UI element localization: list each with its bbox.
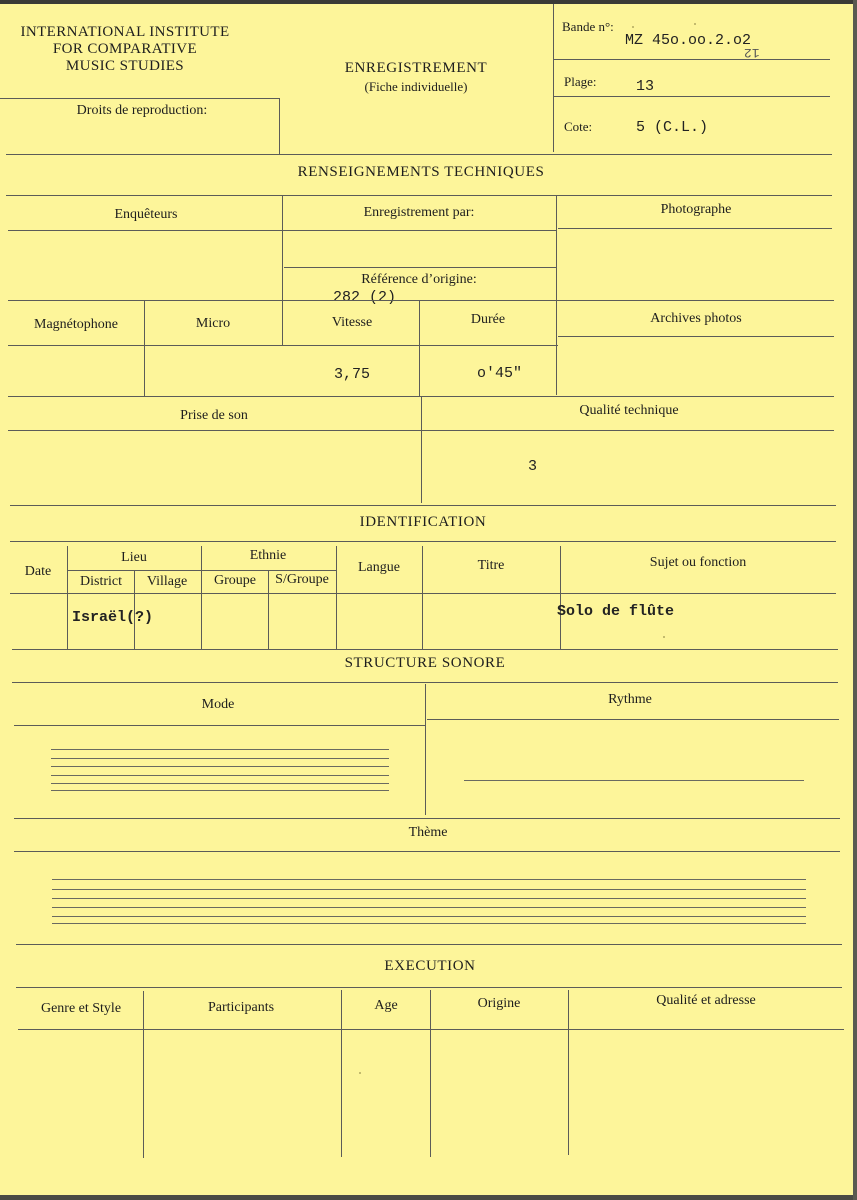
vitesse-label: Vitesse [331, 315, 373, 330]
ident-section-top [10, 505, 836, 506]
tech-label-line-right [558, 228, 832, 229]
identification-heading: IDENTIFICATION [359, 514, 487, 530]
tech-row3-col [421, 396, 422, 503]
theme-staff-line [52, 907, 806, 908]
mode-staff-line [51, 749, 389, 750]
duree-value: o'45" [477, 365, 523, 382]
ident-col-sgroupe [336, 546, 337, 649]
groupe-label: Groupe [214, 573, 256, 588]
theme-staff-line [52, 916, 806, 917]
theme-staff-line [52, 879, 806, 880]
plage-label: Plage: [564, 74, 597, 89]
tech-section-top [6, 154, 832, 155]
paper-speck [359, 1072, 361, 1074]
qualite-technique-label: Qualité technique [579, 403, 679, 418]
tech-row2-top [8, 300, 834, 301]
district-label: District [80, 574, 122, 589]
exec-col-age [430, 990, 431, 1157]
cote-label: Cote: [564, 119, 593, 134]
age-label: Age [374, 998, 398, 1013]
rythme-label: Rythme [608, 692, 652, 707]
mode-staff-line [51, 758, 389, 759]
tech-row2-label-line [8, 345, 558, 346]
tech-row3-label-line [8, 430, 834, 431]
mode-staff-line [51, 790, 389, 791]
enqueteurs-label: Enquêteurs [114, 207, 178, 222]
mode-label: Mode [201, 697, 235, 712]
photographe-label: Photographe [660, 202, 732, 217]
bande-value: MZ 45o.oo.2.o2 [625, 32, 752, 49]
prise-de-son-label: Prise de son [180, 408, 248, 423]
ident-col-groupe [268, 570, 269, 649]
theme-label: Thème [408, 825, 448, 840]
vitesse-value: 3,75 [334, 366, 371, 383]
theme-staff-line [52, 898, 806, 899]
institute-line-1: INTERNATIONAL INSTITUTE [20, 24, 230, 40]
duree-label: Durée [470, 312, 506, 327]
catalog-box-left [553, 4, 554, 152]
sujet-value: Solo de flûte [557, 603, 675, 620]
ident-header-line [10, 541, 836, 542]
paper-speck [694, 23, 696, 25]
mode-label-line [14, 725, 426, 726]
paper-speck [632, 26, 634, 28]
ethnie-label: Ethnie [249, 548, 287, 563]
technique-heading: RENSEIGNEMENTS TECHNIQUES [297, 164, 545, 180]
reference-value: 282 (2) [333, 289, 397, 306]
plage-value: 13 [636, 78, 655, 95]
qualite-technique-value: 3 [528, 458, 538, 475]
magnetophone-label: Magnétophone [34, 317, 118, 332]
sujet-label: Sujet ou fonction [649, 555, 747, 570]
lieu-label: Lieu [121, 550, 147, 565]
qualite-adresse-label: Qualité et adresse [656, 993, 756, 1008]
plage-line [554, 96, 830, 97]
ident-col-titre [560, 546, 561, 649]
mode-staff-line [51, 766, 389, 767]
structure-heading: STRUCTURE SONORE [344, 655, 506, 671]
structure-col [425, 684, 426, 815]
ident-subheader-line [68, 570, 336, 571]
rights-top-line [0, 98, 280, 99]
exec-col-origine [568, 990, 569, 1155]
reference-label: Référence d’origine: [361, 272, 477, 287]
structure-header-line [12, 682, 838, 683]
titre-label: Titre [477, 558, 505, 573]
tech-header-line [6, 195, 832, 196]
tech-col-1 [282, 195, 283, 345]
sgroupe-label: S/Groupe [275, 572, 329, 587]
enregistrement-par-label: Enregistrement par: [363, 205, 475, 220]
execution-section-top [16, 944, 842, 945]
village-label: Village [146, 574, 188, 589]
institute-line-2: FOR COMPARATIVE [52, 41, 198, 57]
mode-staff-line [51, 775, 389, 776]
rights-label: Droits de reproduction: [76, 103, 208, 118]
mode-staff-line [51, 783, 389, 784]
ident-col-date [67, 546, 68, 649]
scan-edge-top [0, 0, 857, 4]
origine-label: Origine [477, 996, 521, 1011]
bande-overtype: 12 [744, 45, 760, 60]
archives-photos-label: Archives photos [650, 311, 742, 326]
theme-top-line [14, 818, 840, 819]
execution-header-line [16, 987, 842, 988]
ident-label-line [10, 593, 836, 594]
ident-col-langue [422, 546, 423, 649]
ident-col-village [201, 546, 202, 649]
reference-top-line [284, 267, 556, 268]
paper-speck [663, 636, 665, 638]
execution-heading: EXECUTION [384, 958, 476, 974]
rythme-label-line [427, 719, 839, 720]
date-label: Date [24, 564, 52, 579]
tech-col-vitesse [419, 300, 420, 396]
rights-right-line [279, 98, 280, 154]
participants-label: Participants [207, 1000, 275, 1015]
archives-label-line [558, 336, 834, 337]
execution-label-line [18, 1029, 844, 1030]
form-subtitle: (Fiche individuelle) [364, 79, 468, 94]
scan-edge-bottom [0, 1195, 857, 1200]
exec-col-genre [143, 991, 144, 1158]
tech-col-2 [556, 195, 557, 395]
exec-col-participants [341, 990, 342, 1157]
institute-line-3: MUSIC STUDIES [65, 58, 185, 74]
genre-style-label: Genre et Style [40, 1001, 122, 1016]
theme-staff-line [52, 889, 806, 890]
micro-label: Micro [195, 316, 231, 331]
theme-staff-line [52, 923, 806, 924]
structure-section-top [12, 649, 838, 650]
langue-label: Langue [358, 560, 400, 575]
institute-name [0, 24, 250, 75]
bande-label: Bande n°: [562, 19, 614, 34]
bande-line [554, 59, 830, 60]
tech-label-line-left [8, 230, 556, 231]
cote-value: 5 (C.L.) [636, 119, 709, 136]
district-value: Israël(?) [72, 609, 154, 626]
scan-edge-right [853, 0, 857, 1200]
form-title: ENREGISTREMENT [344, 60, 488, 76]
rythme-line [464, 780, 804, 781]
theme-label-line [14, 851, 840, 852]
tech-col-magneto [144, 300, 145, 396]
